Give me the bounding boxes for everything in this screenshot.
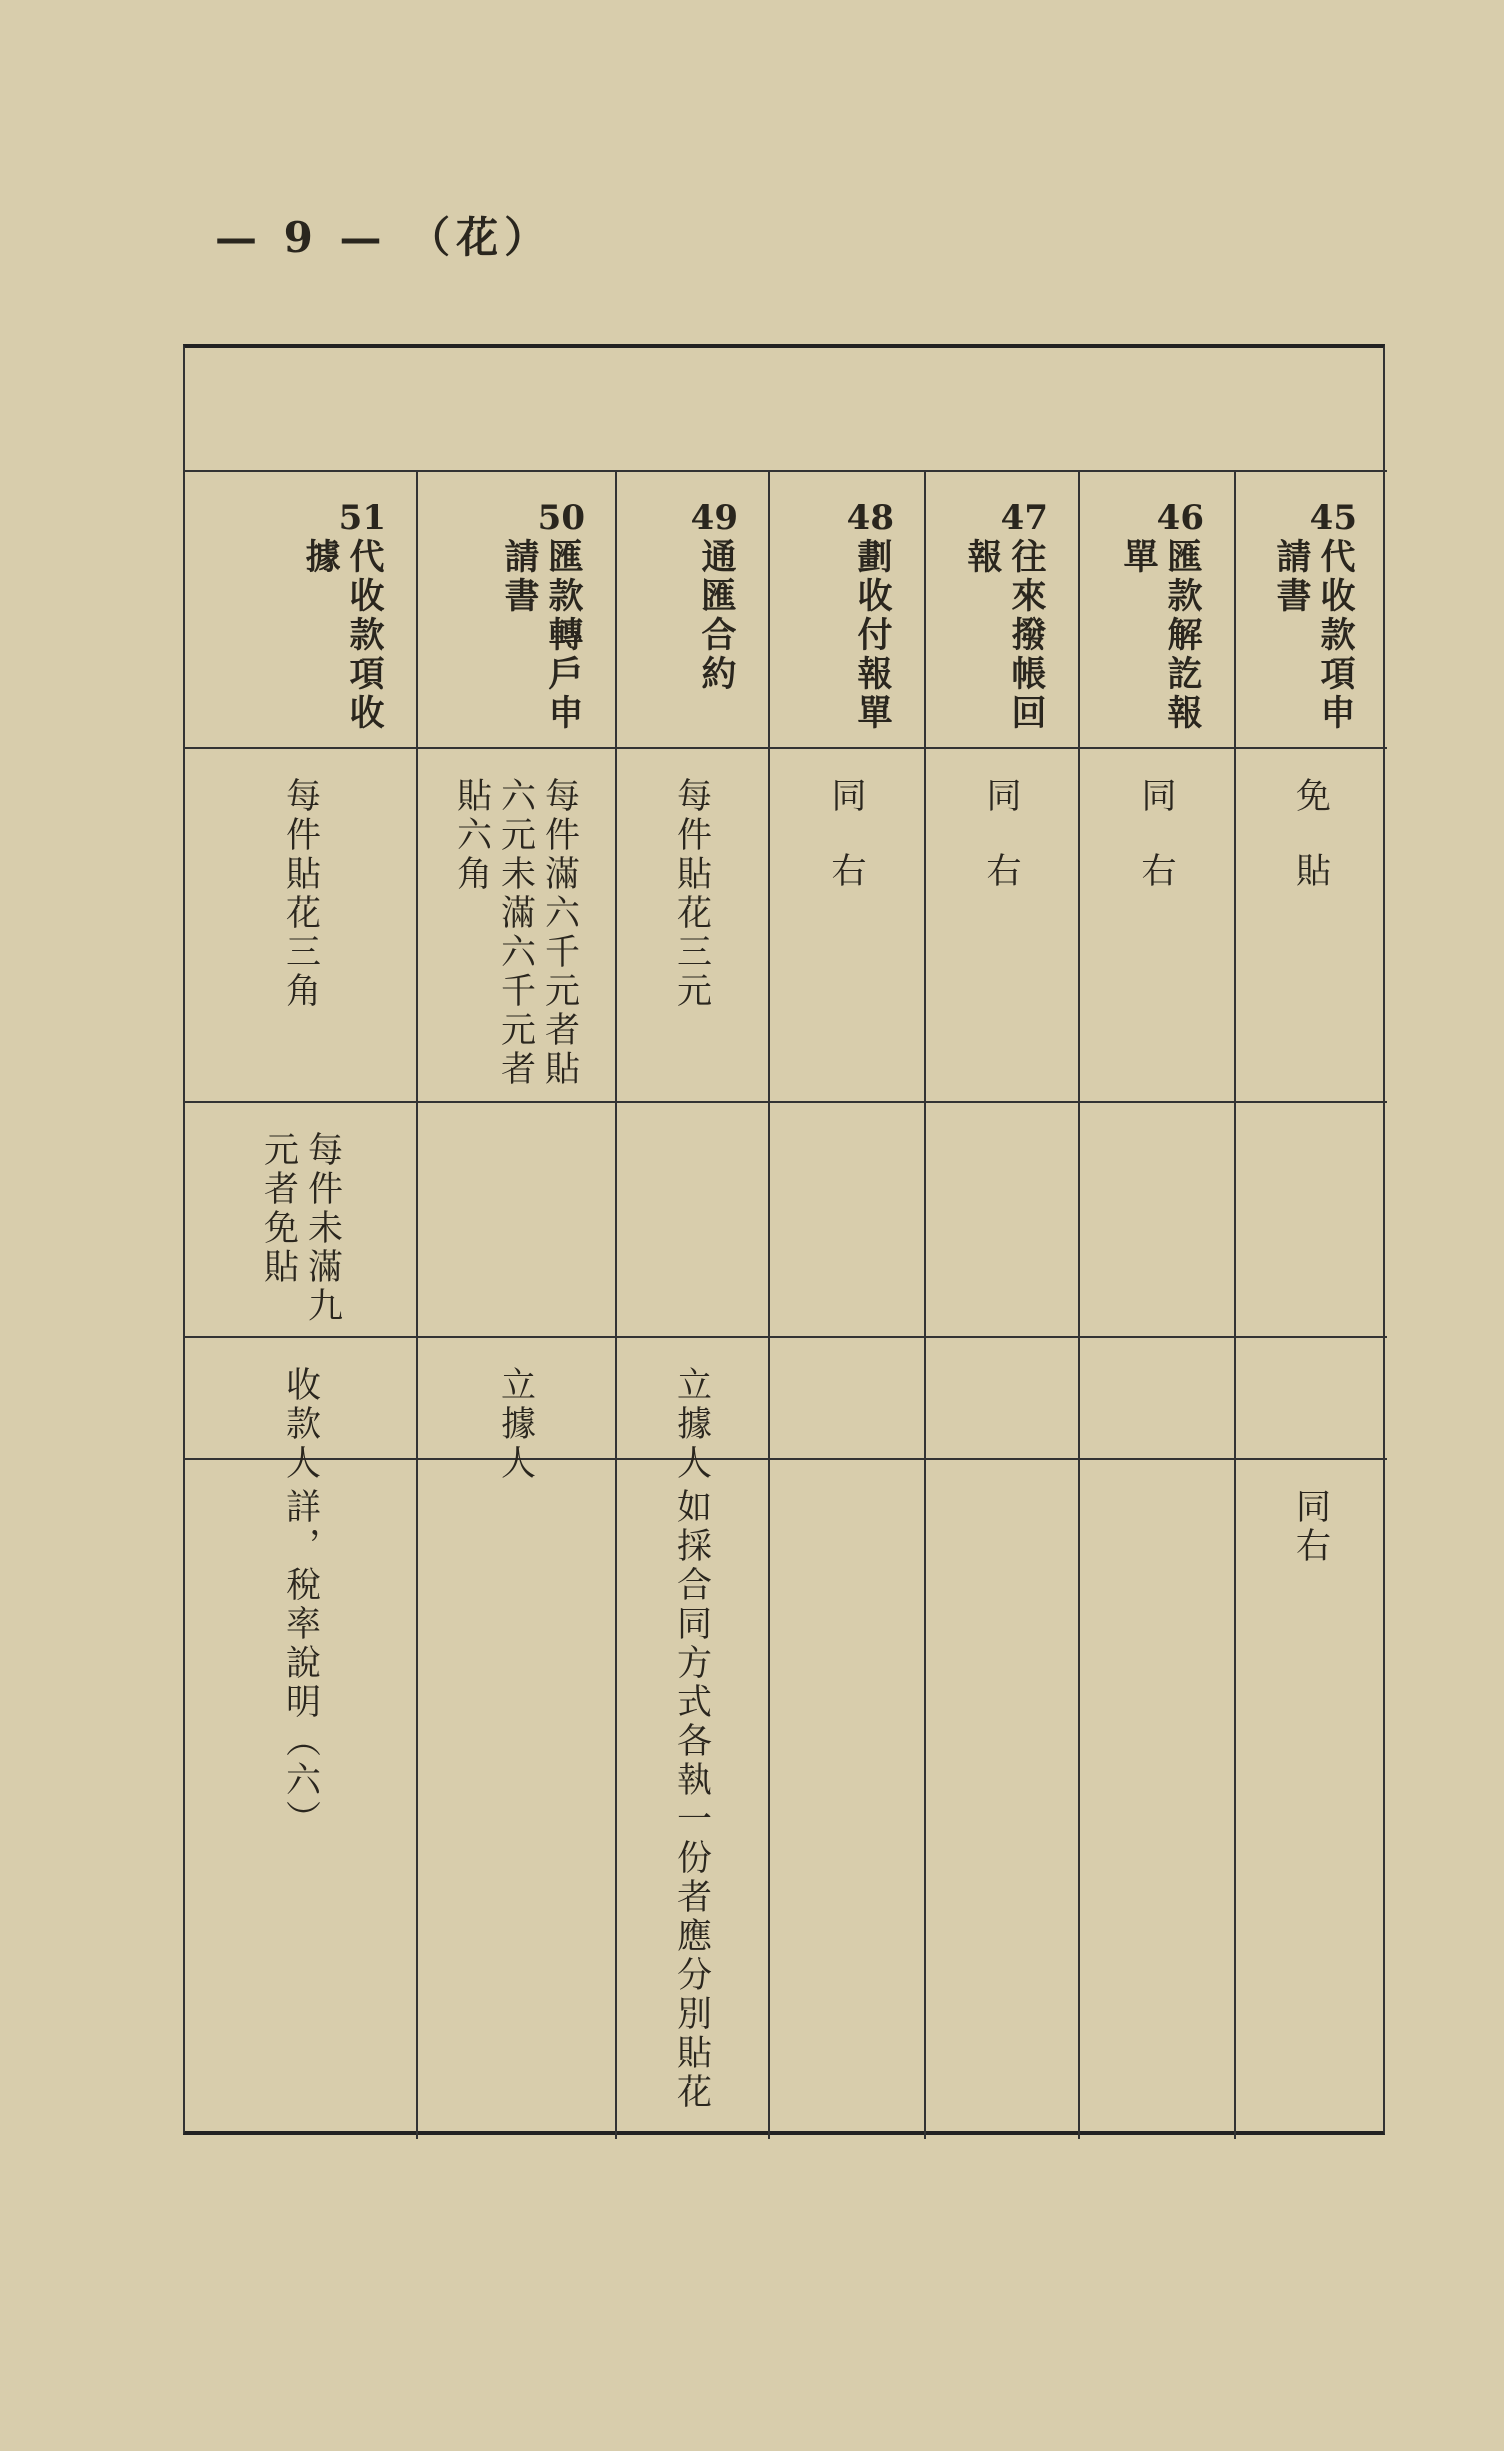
item-number: 48	[846, 498, 894, 538]
item-rate: 同右	[826, 777, 866, 927]
cell-name	[768, 498, 924, 733]
cell-rate	[1078, 777, 1234, 927]
cell-remarks	[615, 1488, 768, 2112]
row-divider	[185, 747, 1387, 749]
item-signer: 立據人	[671, 1366, 712, 1483]
cell-remarks	[185, 1488, 416, 1839]
item-rate: 每件貼花三元	[671, 777, 712, 1011]
item-remarks: 同右	[1290, 1488, 1331, 1566]
item-name: 匯款解訖報 單	[1118, 538, 1202, 733]
cell-rate	[615, 777, 768, 1011]
item-number: 45	[1309, 498, 1357, 538]
item-signer: 收款人	[280, 1366, 321, 1483]
item-name: 通匯合約	[696, 538, 736, 694]
cell-name	[615, 498, 768, 694]
page-number: — 9 — （花）	[215, 213, 553, 262]
cell-name	[1078, 498, 1234, 733]
item-signer: 立據人	[495, 1366, 536, 1483]
item-number: 49	[690, 498, 738, 538]
item-rate: 同右	[1136, 777, 1176, 927]
row-divider	[185, 470, 1387, 472]
item-number: 47	[1000, 498, 1048, 538]
item-name: 代收款項申 請書	[1271, 538, 1355, 733]
cell-signer	[185, 1366, 416, 1483]
cell-name	[185, 498, 416, 733]
item-name: 往來撥帳回 報	[962, 538, 1046, 733]
item-rate: 每件貼花三角	[280, 777, 321, 1011]
cell-signer	[615, 1366, 768, 1483]
item-number: 51	[338, 498, 386, 538]
cell-rate	[416, 777, 615, 1089]
cell-remarks	[1234, 1488, 1387, 1566]
cell-name	[924, 498, 1078, 733]
cell-signer	[416, 1366, 615, 1483]
row-divider	[185, 1101, 1387, 1103]
cell-rate	[1234, 777, 1387, 927]
item-remarks: 如採合同方式各執一份者應分別貼花	[671, 1488, 712, 2112]
item-rate: 同右	[981, 777, 1021, 927]
row-divider	[185, 1336, 1387, 1338]
item-name: 劃收付報單	[852, 538, 892, 733]
cell-rate	[768, 777, 924, 927]
item-name: 代收款項收 據	[300, 538, 384, 733]
item-number: 50	[537, 498, 585, 538]
item-number: 46	[1156, 498, 1204, 538]
item-name: 匯款轉戶申 請書	[499, 538, 583, 733]
item-rate: 免貼	[1290, 777, 1331, 927]
item-remarks: 詳，稅率說明（六）	[280, 1488, 321, 1839]
cell-name	[1234, 498, 1387, 733]
cell-rate	[185, 777, 416, 1011]
cell-exempt	[185, 1131, 416, 1326]
cell-name	[416, 498, 615, 733]
item-exempt: 每件未滿九 元者免貼	[258, 1131, 343, 1326]
item-rate: 每件滿六千元者貼 六元未滿六千元者 貼六角	[451, 777, 580, 1089]
cell-rate	[924, 777, 1078, 927]
stamp-tax-table	[183, 344, 1385, 2135]
